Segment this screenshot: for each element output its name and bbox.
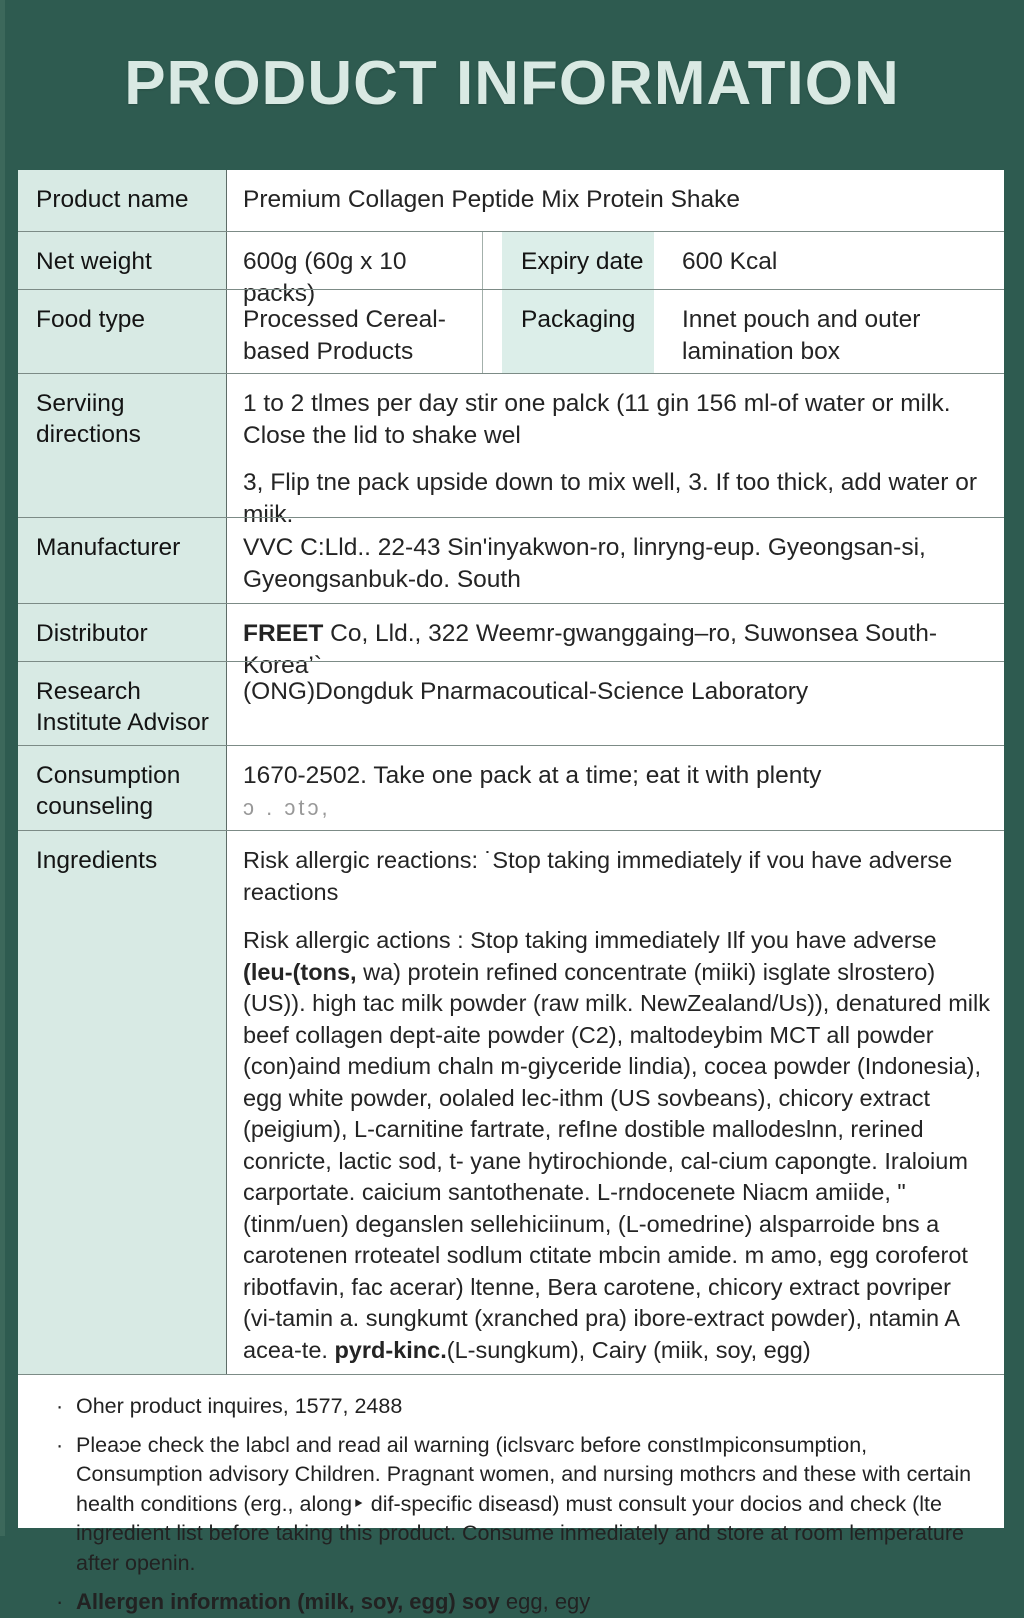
distributor-value xyxy=(227,604,1004,679)
text-run: egg, egy xyxy=(499,1589,591,1614)
manufacturer-value: VVC C:Lld.. 22-43 Sin'inyakwon-ro, linryng-eup. Gyeongsan-si, Gyeongsanbuk-do. South xyxy=(243,534,926,593)
food-type-cells xyxy=(227,290,1004,373)
text-run: (leu-(tons, xyxy=(243,958,357,985)
product-info-table xyxy=(18,170,1004,1614)
note-consumption-warning xyxy=(56,1431,974,1579)
consumption-counseling-value xyxy=(227,746,1004,830)
counseling-line1: 1670-2502. Take one pack at a time; eat it with plenty xyxy=(243,762,822,789)
left-edge-highlight xyxy=(0,0,5,1536)
net-weight-label: Net weight xyxy=(18,232,227,289)
product-name-value: Premium Collagen Peptide Mix Protein Shake xyxy=(243,186,741,213)
bullet-icon: · xyxy=(56,1589,64,1614)
net-weight-cells xyxy=(227,232,1004,307)
table-row-consumption-counseling xyxy=(18,745,1004,830)
packaging-value: Innet pouch and outer lamination box xyxy=(682,306,921,365)
food-type-value: Processed Cereal-based Products xyxy=(243,306,446,365)
distributor-label: Distributor xyxy=(18,604,227,661)
table-row-product-name xyxy=(18,170,1004,231)
table-row-research-institute xyxy=(18,661,1004,745)
text-run: Allergen information (milk, soy, egg) soy xyxy=(76,1589,500,1614)
text-run: wa) protein refined concentrate (miiki) isglate slrostero) (US)). high tac milk powder (raw milk. NewZealand/Us)), denatured milk beef collagen dept-aite powder (C2), maltodeybim MCT all powder (con)aind medium chaln m-giyceride lindia), cocea powder (Indonesia), egg white powder, oolaled lec-ithm (US sovbeans), chicory extract (peigium), L-carnitine fartrate, refIne dostible mallodeslnn, rerined conricte, lactic sod, t- yane hytirochionde, cal-cium capongte. Iraloium carportate. caicium santothenate. L-rndocenete Niacm amiide, "(tinm/uen) deganslen sellehiciinum, (L-omedrine) alsparroide bns a carotenen rroteatel sodlum ctitate mbcin amide. m amo, egg coroferot ribotfavin, fac acerar) ltenne, Bera carotene, chicory extract povriper (vi-tamin a. sungkumt (xranched pra) ibore-extract powder), ntamin A acea-te. xyxy=(243,958,990,1363)
serving-directions-line2: 3, Flip tne pack upside down to mix well, 3. If too thick, add water or miik. xyxy=(243,469,977,528)
page-title: PRODUCT INFORMATION xyxy=(124,49,900,118)
distributor-company-bold: FREET xyxy=(243,620,324,647)
table-row-net-weight xyxy=(18,231,1004,307)
text-run: pyrd-kinc. xyxy=(334,1336,447,1363)
counseling-cutoff-text: ɔ . ɔtɔ, xyxy=(243,795,331,820)
text-run: Risk allergic actions : Stop taking immediately Ilf you have adverse xyxy=(243,927,937,953)
ingredients-warning: Risk allergic reactions: ˙Stop taking immediately if vou have adverse reactions xyxy=(243,847,953,905)
table-row-food-type xyxy=(18,289,1004,373)
cell-divider xyxy=(482,232,483,289)
research-institute-value: (ONG)Dongduk Pnarmacoutical-Science Laboratory xyxy=(243,678,809,705)
table-row-serving-directions xyxy=(18,373,1004,528)
packaging-label: Packaging xyxy=(502,290,654,373)
expiry-date-label: Expiry date xyxy=(502,232,654,289)
note-allergen-information-text xyxy=(76,1589,590,1614)
serving-directions-label: Serviing directions xyxy=(18,374,227,517)
serving-directions-value xyxy=(227,374,1004,528)
footnotes-section xyxy=(18,1374,1004,1614)
note-product-inquiries xyxy=(56,1392,974,1422)
cell-divider xyxy=(482,290,483,373)
text-run: (L-sungkum), Cairy (miik, soy, egg) xyxy=(446,1336,811,1363)
expiry-date-value: 600 Kcal xyxy=(682,248,778,275)
note-allergen-information xyxy=(56,1587,974,1618)
distributor-address: Co, Lld., 322 Weemr-gwanggaing–ro, Suwonsea South-Korea’` xyxy=(243,620,938,679)
research-institute-label: Research Institute Advisor xyxy=(18,662,227,745)
note-consumption-warning-text: Pleaɔe check the labcl and read ail warning (iclsvarc before constImpiconsumption, Consumption advisory Children. Pragnant women, and nursing mothcrs and these with certain health conditions (erg., along‣ dif-specific diseasd) must consult your docios and check (lte ingredient list before taking this product. Consume inmediately and store at room lemperature after openin. xyxy=(76,1432,972,1575)
table-row-distributor xyxy=(18,603,1004,679)
bullet-icon: · xyxy=(56,1432,64,1457)
ingredients-label: Ingredients xyxy=(18,831,227,1374)
bullet-icon: · xyxy=(56,1394,64,1418)
net-weight-value: 600g (60g x 10 packs) xyxy=(243,248,407,307)
ingredients-value xyxy=(227,831,1004,1374)
serving-directions-line1: 1 to 2 tlmes per day stir one palck (11 gin 156 ml-of water or milk. Close the lid to shake wel xyxy=(243,390,951,449)
ingredients-list xyxy=(243,925,990,1366)
food-type-label: Food type xyxy=(18,290,227,373)
note-product-inquiries-text: Oher product inquires, 1577, 2488 xyxy=(76,1394,403,1418)
consumption-counseling-label: Consumption counseling xyxy=(18,746,227,830)
table-row-manufacturer xyxy=(18,517,1004,603)
product-name-label: Product name xyxy=(18,170,227,231)
table-row-ingredients xyxy=(18,830,1004,1374)
manufacturer-label: Manufacturer xyxy=(18,518,227,603)
